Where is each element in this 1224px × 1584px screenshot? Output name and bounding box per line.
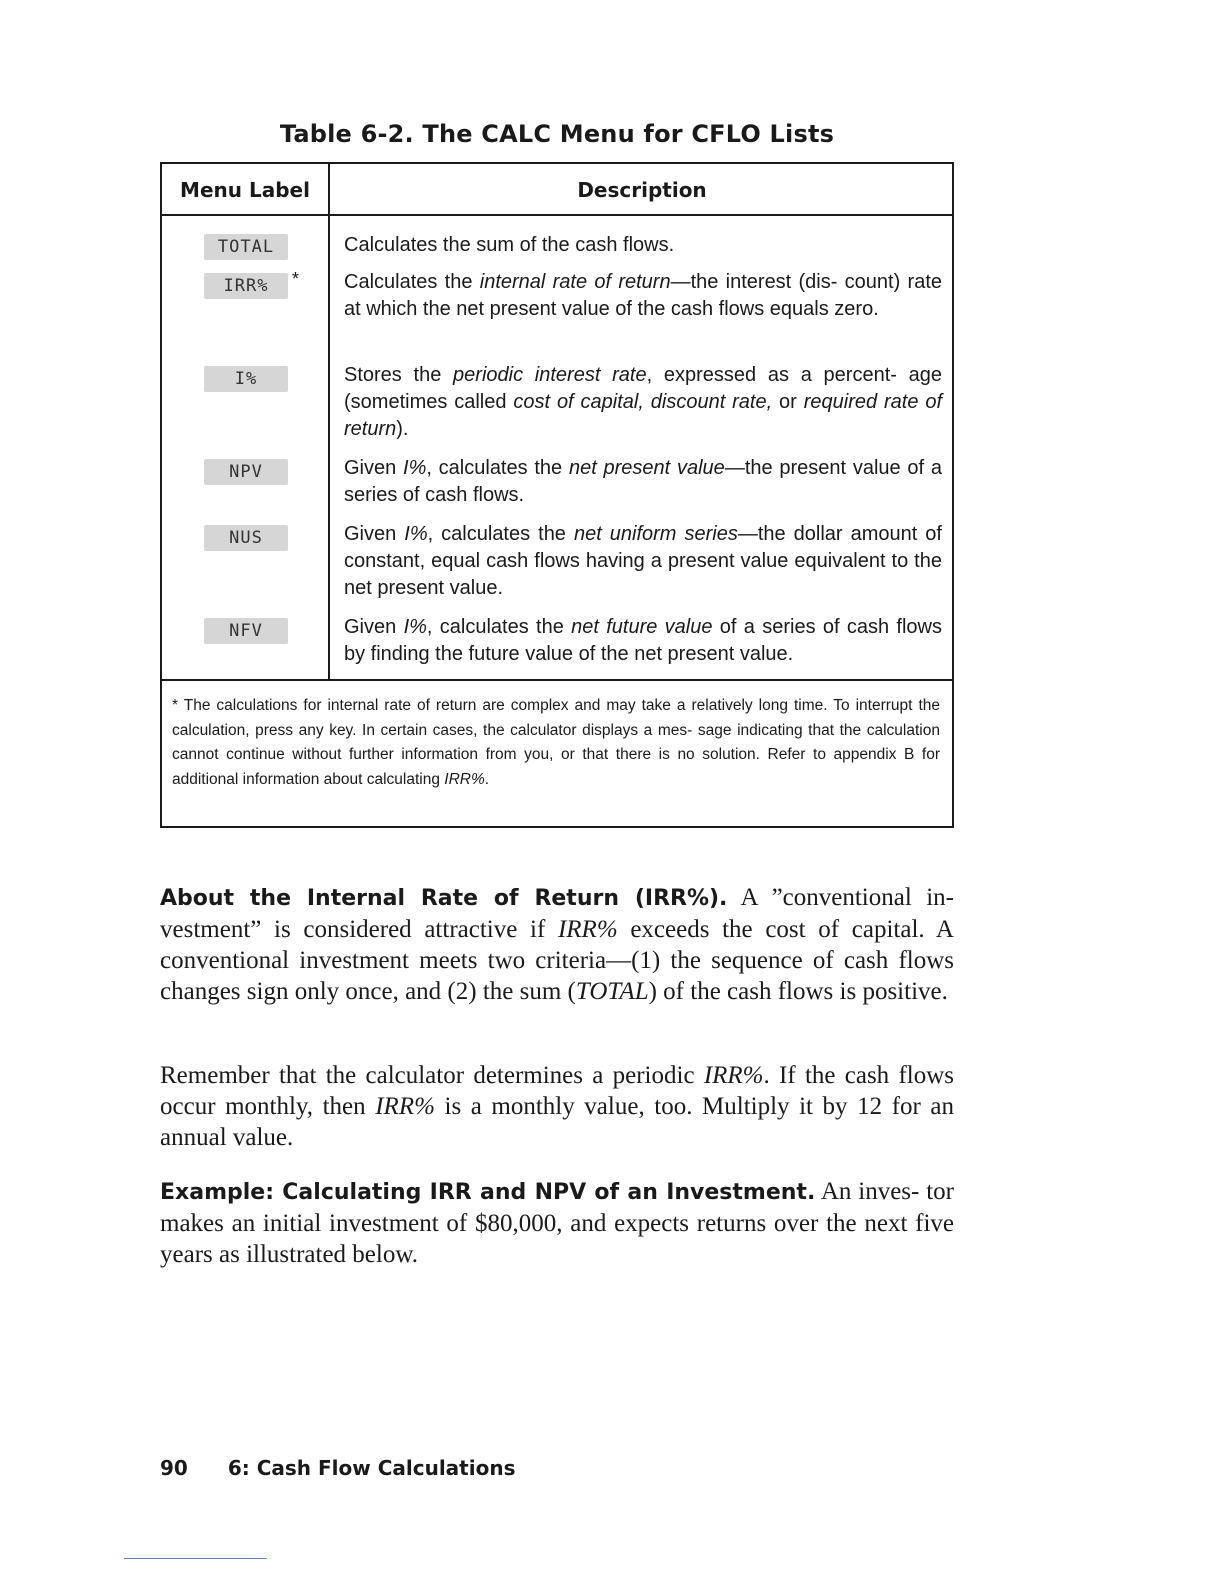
paragraph-example: Example: Calculating IRR and NPV of an Investment. An inves- tor makes an initial investment of $80,000, and expects returns over the next five years as illustrated below.	[160, 1178, 954, 1268]
table-footnote: * The calculations for internal rate of return are complex and may take a relatively long time. To interrupt the calculation, press any key. In certain cases, the calculator displays a mes- sage indicating that the calculation cannot continue without further information from you, or that there is no solution. Refer to appendix B for additional information about calculating IRR%.	[172, 697, 940, 788]
menu-key-total: TOTAL	[204, 234, 288, 260]
paragraph-remember: Remember that the calculator determines a periodic IRR%. If the cash flows occur monthly, then IRR% is a monthly value, too. Multiply it by 12 for an annual value.	[160, 1062, 955, 1151]
page-number: 90	[160, 1456, 188, 1480]
description-interest: Stores the periodic interest rate, expressed as a percent- age (sometimes called cost of capital, discount rate, or required rate of return).	[344, 364, 943, 440]
menu-key-irr: IRR%	[204, 273, 288, 299]
heading-irr: About the Internal Rate of Return (IRR%).	[160, 886, 728, 911]
paragraph-irr: About the Internal Rate of Return (IRR%). A ”conventional in- vestment” is considered attractive if IRR% exceeds the cost of capital. A conventional investment meets two criteria—(1) the sequence of cash flows changes sign only once, and (2) the sum (TOTAL) of the cash flows is positive.	[160, 884, 954, 1005]
chapter-title: 6: Cash Flow Calculations	[227, 1456, 516, 1480]
description-nus: Given I%, calculates the net uniform series—the dollar amount of constant, equal cash flows having a present value equivalent to the net present value.	[344, 523, 942, 599]
column-header-description: Description	[577, 178, 707, 202]
footnote-marker: *	[292, 269, 300, 289]
description-npv: Given I%, calculates the net present value—the present value of a series of cash flows.	[344, 457, 942, 506]
description-irr: Calculates the internal rate of return—the interest (dis- count) rate at which the net present value of the cash flows equals zero.	[344, 271, 943, 320]
heading-example: Example: Calculating IRR and NPV of an Investment.	[160, 1180, 816, 1205]
footnote-divider	[162, 679, 952, 681]
menu-key-nus: NUS	[204, 525, 288, 551]
description-nfv: Given I%, calculates the net future value of a series of cash flows by finding the future value of the net present value.	[344, 616, 942, 665]
menu-key-interest: I%	[204, 366, 288, 392]
description-total: Calculates the sum of the cash flows.	[344, 234, 675, 256]
page-footer	[160, 1456, 515, 1480]
bottom-rule	[124, 1558, 267, 1559]
table-header	[162, 164, 952, 216]
calc-menu-table	[160, 162, 954, 828]
column-divider	[328, 164, 330, 681]
menu-key-nfv: NFV	[204, 618, 288, 644]
menu-key-npv: NPV	[204, 459, 288, 485]
table-title: Table 6-2. The CALC Menu for CFLO Lists	[279, 120, 835, 148]
column-header-menu-label: Menu Label	[180, 178, 310, 202]
